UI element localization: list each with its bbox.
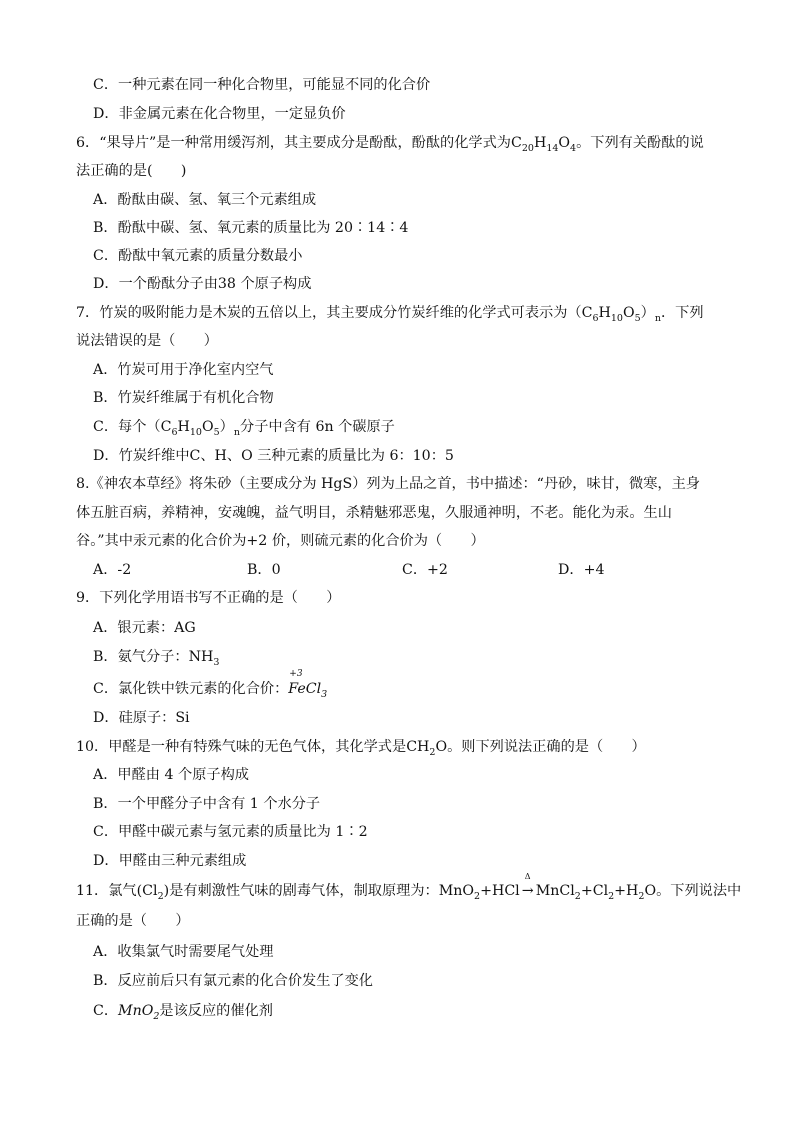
q7-option-a: A．竹炭可用于净化室内空气 [93, 362, 274, 378]
reaction-equation: MnO$_2$+HCl Δ → $MnCl_2+Cl_2+H_2O$ [438, 872, 657, 902]
q7-option-d: D．竹炭纤维中C、H、O 三种元素的质量比为 6：10：5 [93, 448, 454, 464]
q10-option-d: D．甲醛由三种元素组成 [93, 853, 247, 869]
q11-stem-line1: 11．氯气$(Cl_2)$是有刺激性气味的剧毒气体，制取原理为：MnO$_2$+HCl Δ → $MnCl_2+Cl_2+H_2O$。下列说法中 [76, 872, 742, 902]
heat-arrow-icon: Δ → [521, 872, 534, 899]
q7-stem-line1: 7．竹炭的吸附能力是木炭的五倍以上，其主要成分竹炭纤维的化学式可表示为$(C_6H_{10}O_5)_n$．下列 [76, 305, 704, 324]
q6-stem-line2: 法正确的是( ) [76, 163, 187, 179]
q8-stem-line3: 谷。”其中汞元素的化合价为+2 价，则硫元素的化合价为（ ） [76, 533, 485, 549]
q7-stem-text-a: 7．竹炭的吸附能力是木炭的五倍以上，其主要成分竹炭纤维的化学式可表示为（ [76, 305, 582, 321]
q6-stem-text-a: 6．“果导片”是一种常用缓泻剂，其主要成分是酚酞，酚酞的化学式为 [76, 135, 511, 151]
q9-option-d: D．硅原子：Si [93, 710, 190, 726]
chlorine-formula: $Cl_2$ [142, 883, 164, 902]
q5-option-d: D．非金属元素在化合物里，一定显负价 [93, 106, 346, 122]
q11-stem-line2: 正确的是（ ） [76, 913, 190, 929]
q10-option-a: A．甲醛由 4 个原子构成 [93, 767, 249, 783]
bamboo-formula: $C_6H_{10}O_5$ [581, 305, 641, 324]
phenolphthalein-formula: $C_{20}H_{14}O_4$ [510, 135, 577, 154]
mno2-formula: MnO$_2$ [118, 1003, 160, 1022]
q9-stem: 9．下列化学用语书写不正确的是（ ） [76, 590, 341, 606]
bamboo-n: n [654, 312, 661, 324]
ammonia-formula: $NH_3$ [188, 649, 220, 668]
q8-option-b: B．0 [247, 562, 281, 578]
q11-option-c: C．MnO$_2$是该反应的催化剂 [93, 1003, 273, 1022]
q6-stem-text-b: 。下列有关酚酞的说 [576, 135, 704, 151]
q10-stem: 10．甲醛是一种有特殊气味的无色气体，其化学式是$CH_2O$。则下列说法正确的是（ ） [76, 739, 646, 758]
q6-option-b: B．酚酞中碳、氢、氧元素的质量比为 20∶14∶4 [93, 220, 409, 236]
q9-option-b: B．氨气分子：$NH_3$ [93, 649, 220, 668]
q6-option-d: D．一个酚酞分子由38 个原子构成 [93, 276, 312, 292]
q6-option-a: A．酚酞由碳、氢、氧三个元素组成 [93, 192, 317, 208]
formaldehyde-formula: $CH_2O$ [406, 739, 448, 758]
fecl3-valence-formula: +3 Fe [288, 669, 306, 697]
q6-stem-line1 [76, 133, 704, 153]
q10-option-b: B．一个甲醛分子中含有 1 个水分子 [93, 796, 321, 812]
q7-stem-line2: 说法错误的是（ ） [76, 333, 218, 349]
q8-option-c: C．+2 [402, 562, 448, 578]
q8-option-d: D．+4 [558, 562, 605, 578]
q7-option-b: B．竹炭纤维属于有机化合物 [93, 390, 274, 406]
q11-option-a: A．收集氯气时需要尾气处理 [93, 944, 274, 960]
bamboo-formula-c: $C_6H_{10}O_5$ [160, 419, 220, 438]
q6-option-c: C．酚酞中氧元素的质量分数最小 [93, 248, 303, 264]
q11-option-b: B．反应前后只有氯元素的化合价发生了变化 [93, 973, 373, 989]
q9-option-c: C．氯化铁中铁元素的化合价： +3 FeCl$_3$ [93, 669, 328, 700]
q8-stem-line1: 8.《神农本草经》将朱砂（主要成分为 HgS）列为上品之首，书中描述：“丹砂，味甘，微寒，主身 [76, 476, 700, 492]
q8-option-a: A．-2 [93, 562, 132, 578]
q8-stem-line2: 体五脏百病，养精神，安魂魄，益气明目，杀精魅邪恶鬼，久服通神明，不老。能化为汞。生山 [76, 505, 672, 521]
q5-option-c: C．一种元素在同一种化合物里，可能显不同的化合价 [93, 77, 431, 93]
q10-option-c: C．甲醛中碳元素与氢元素的质量比为 1∶2 [93, 824, 368, 840]
q9-option-a: A．银元素：AG [93, 620, 196, 636]
q7-option-c: C．每个$(C_6H_{10}O_5)_n$分子中含有 6n 个碳原子 [93, 419, 395, 438]
